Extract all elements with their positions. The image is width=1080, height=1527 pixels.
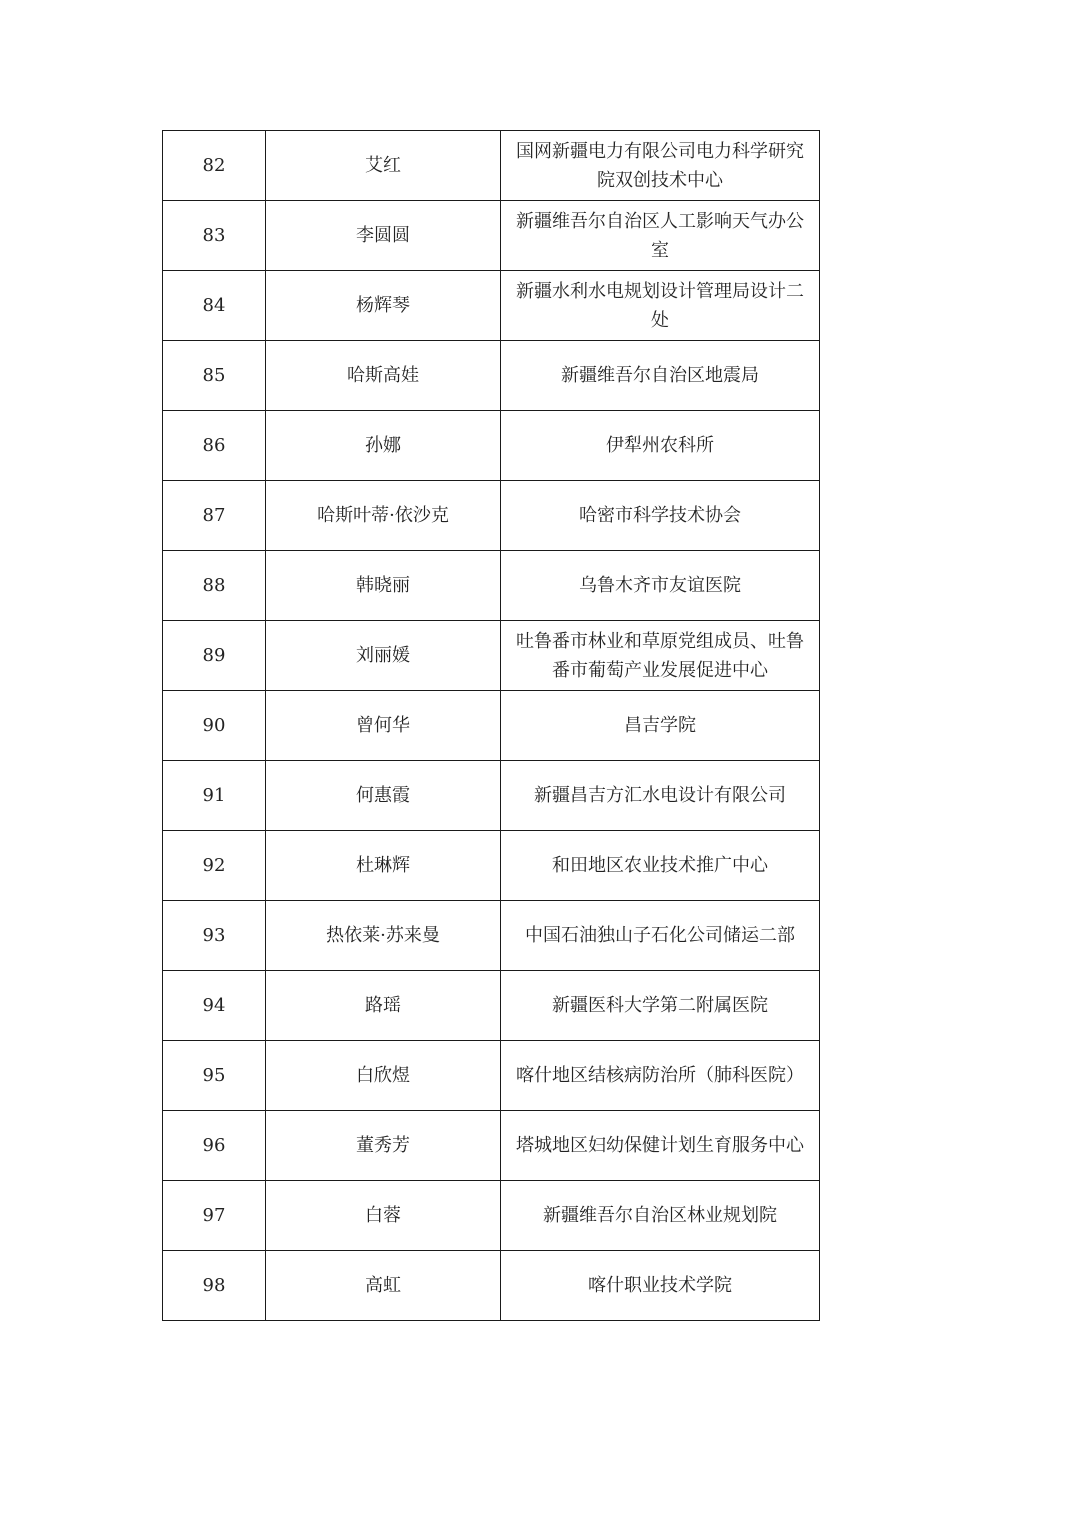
row-number: 94 [163,971,266,1041]
organization: 哈密市科学技术协会 [501,481,820,551]
row-number: 87 [163,481,266,551]
row-number: 83 [163,201,266,271]
organization: 新疆水利水电规划设计管理局设计二处 [501,271,820,341]
organization: 新疆维吾尔自治区林业规划院 [501,1181,820,1251]
organization: 乌鲁木齐市友谊医院 [501,551,820,621]
table-row [163,1111,820,1181]
table-row [163,1041,820,1111]
table-row [163,761,820,831]
person-name: 李圆圆 [266,201,501,271]
row-number: 97 [163,1181,266,1251]
row-number: 91 [163,761,266,831]
organization: 伊犁州农科所 [501,411,820,481]
table-row [163,341,820,411]
row-number: 96 [163,1111,266,1181]
person-name: 高虹 [266,1251,501,1321]
row-number: 90 [163,691,266,761]
person-name: 何惠霞 [266,761,501,831]
table-row [163,831,820,901]
table-row [163,131,820,201]
person-name: 曾何华 [266,691,501,761]
person-name: 哈斯叶蒂·依沙克 [266,481,501,551]
table-row [163,1181,820,1251]
row-number: 92 [163,831,266,901]
table-row [163,621,820,691]
table-row [163,411,820,481]
organization: 昌吉学院 [501,691,820,761]
person-name: 路瑶 [266,971,501,1041]
organization: 塔城地区妇幼保健计划生育服务中心 [501,1111,820,1181]
organization: 喀什职业技术学院 [501,1251,820,1321]
table-row [163,551,820,621]
person-name: 孙娜 [266,411,501,481]
table-row [163,481,820,551]
person-name: 杜琳辉 [266,831,501,901]
table-row [163,271,820,341]
row-number: 85 [163,341,266,411]
row-number: 82 [163,131,266,201]
person-name: 韩晓丽 [266,551,501,621]
table-row [163,1251,820,1321]
person-name: 白欣煜 [266,1041,501,1111]
row-number: 86 [163,411,266,481]
organization: 新疆维吾尔自治区人工影响天气办公室 [501,201,820,271]
organization: 国网新疆电力有限公司电力科学研究院双创技术中心 [501,131,820,201]
row-number: 84 [163,271,266,341]
person-name: 杨辉琴 [266,271,501,341]
organization: 新疆昌吉方汇水电设计有限公司 [501,761,820,831]
organization: 新疆医科大学第二附属医院 [501,971,820,1041]
person-name: 董秀芳 [266,1111,501,1181]
row-number: 88 [163,551,266,621]
row-number: 89 [163,621,266,691]
organization: 吐鲁番市林业和草原党组成员、吐鲁番市葡萄产业发展促进中心 [501,621,820,691]
table-row [163,201,820,271]
row-number: 95 [163,1041,266,1111]
row-number: 93 [163,901,266,971]
organization: 喀什地区结核病防治所（肺科医院） [501,1041,820,1111]
roster-table-body [163,131,820,1321]
organization: 中国石油独山子石化公司储运二部 [501,901,820,971]
organization: 和田地区农业技术推广中心 [501,831,820,901]
person-name: 艾红 [266,131,501,201]
organization: 新疆维吾尔自治区地震局 [501,341,820,411]
person-name: 白蓉 [266,1181,501,1251]
person-name: 哈斯高娃 [266,341,501,411]
table-row [163,691,820,761]
table-row [163,901,820,971]
table-row [163,971,820,1041]
roster-table [162,130,820,1321]
row-number: 98 [163,1251,266,1321]
person-name: 刘丽媛 [266,621,501,691]
person-name: 热依莱·苏来曼 [266,901,501,971]
